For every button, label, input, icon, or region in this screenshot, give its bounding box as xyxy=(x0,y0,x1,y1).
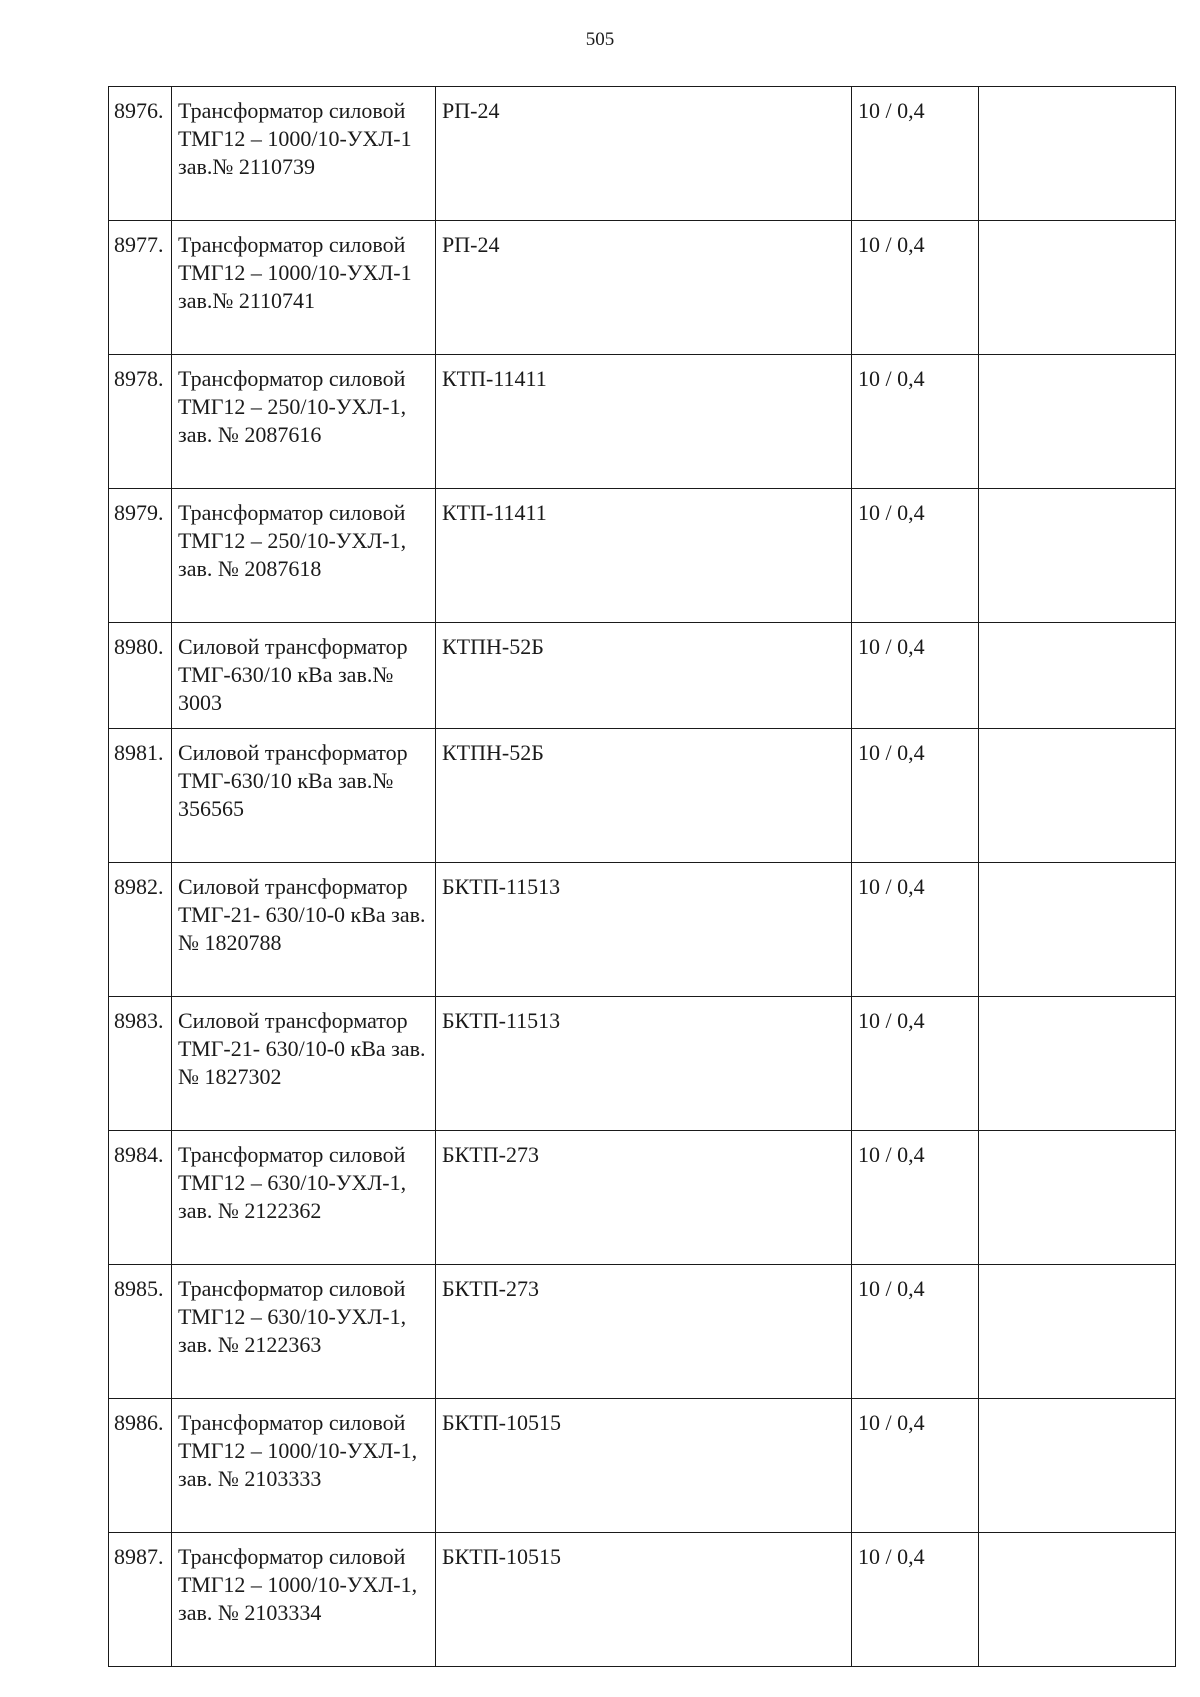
page-number: 505 xyxy=(585,29,615,50)
equipment-voltage: 10 / 0,4 xyxy=(852,729,979,863)
row-number: 8983. xyxy=(109,997,172,1131)
equipment-location: БКТП-273 xyxy=(436,1265,852,1399)
table-row xyxy=(109,1131,1176,1265)
equipment-location: РП-24 xyxy=(436,87,852,221)
equipment-voltage: 10 / 0,4 xyxy=(852,863,979,997)
equipment-name: Трансформатор силовой ТМГ12 – 1000/10-УХЛ-1 зав.№ 2110741 xyxy=(172,221,436,355)
equipment-extra xyxy=(979,87,1176,221)
equipment-extra xyxy=(979,1131,1176,1265)
equipment-voltage: 10 / 0,4 xyxy=(852,1399,979,1533)
equipment-voltage: 10 / 0,4 xyxy=(852,1265,979,1399)
row-number: 8976. xyxy=(109,87,172,221)
equipment-location: КТП-11411 xyxy=(436,489,852,623)
row-number: 8986. xyxy=(109,1399,172,1533)
equipment-name: Трансформатор силовой ТМГ12 – 250/10-УХЛ-1, зав. № 2087618 xyxy=(172,489,436,623)
equipment-extra xyxy=(979,863,1176,997)
equipment-location: РП-24 xyxy=(436,221,852,355)
row-number: 8985. xyxy=(109,1265,172,1399)
equipment-name: Силовой трансформатор ТМГ-21- 630/10-0 кВа зав.№ 1827302 xyxy=(172,997,436,1131)
equipment-table xyxy=(108,86,1176,1667)
equipment-voltage: 10 / 0,4 xyxy=(852,355,979,489)
table-row xyxy=(109,221,1176,355)
equipment-name: Силовой трансформатор ТМГ-21- 630/10-0 кВа зав.№ 1820788 xyxy=(172,863,436,997)
equipment-voltage: 10 / 0,4 xyxy=(852,1533,979,1667)
equipment-name: Трансформатор силовой ТМГ12 – 1000/10-УХЛ-1, зав. № 2103333 xyxy=(172,1399,436,1533)
equipment-extra xyxy=(979,355,1176,489)
table-row xyxy=(109,1265,1176,1399)
equipment-name: Силовой трансформатор ТМГ-630/10 кВа зав.№ 356565 xyxy=(172,729,436,863)
row-number: 8987. xyxy=(109,1533,172,1667)
equipment-name: Трансформатор силовой ТМГ12 – 250/10-УХЛ-1, зав. № 2087616 xyxy=(172,355,436,489)
table-row xyxy=(109,355,1176,489)
row-number: 8977. xyxy=(109,221,172,355)
equipment-name: Силовой трансформатор ТМГ-630/10 кВа зав.№ 3003 xyxy=(172,623,436,729)
equipment-extra xyxy=(979,221,1176,355)
equipment-voltage: 10 / 0,4 xyxy=(852,489,979,623)
row-number: 8981. xyxy=(109,729,172,863)
equipment-name: Трансформатор силовой ТМГ12 – 630/10-УХЛ-1, зав. № 2122363 xyxy=(172,1265,436,1399)
equipment-location: БКТП-10515 xyxy=(436,1399,852,1533)
equipment-voltage: 10 / 0,4 xyxy=(852,997,979,1131)
row-number: 8979. xyxy=(109,489,172,623)
equipment-extra xyxy=(979,729,1176,863)
equipment-voltage: 10 / 0,4 xyxy=(852,221,979,355)
equipment-voltage: 10 / 0,4 xyxy=(852,623,979,729)
table-row xyxy=(109,1399,1176,1533)
equipment-voltage: 10 / 0,4 xyxy=(852,87,979,221)
row-number: 8980. xyxy=(109,623,172,729)
table-row xyxy=(109,489,1176,623)
table-row xyxy=(109,863,1176,997)
row-number: 8978. xyxy=(109,355,172,489)
equipment-name: Трансформатор силовой ТМГ12 – 1000/10-УХЛ-1 зав.№ 2110739 xyxy=(172,87,436,221)
equipment-extra xyxy=(979,1399,1176,1533)
equipment-extra xyxy=(979,489,1176,623)
table-row xyxy=(109,87,1176,221)
table-row xyxy=(109,623,1176,729)
equipment-location: БКТП-273 xyxy=(436,1131,852,1265)
equipment-name: Трансформатор силовой ТМГ12 – 1000/10-УХЛ-1, зав. № 2103334 xyxy=(172,1533,436,1667)
equipment-extra xyxy=(979,1265,1176,1399)
equipment-location: КТП-11411 xyxy=(436,355,852,489)
equipment-voltage: 10 / 0,4 xyxy=(852,1131,979,1265)
equipment-extra xyxy=(979,1533,1176,1667)
equipment-location: БКТП-11513 xyxy=(436,863,852,997)
equipment-location: КТПН-52Б xyxy=(436,729,852,863)
table-row xyxy=(109,1533,1176,1667)
row-number: 8982. xyxy=(109,863,172,997)
equipment-location: БКТП-10515 xyxy=(436,1533,852,1667)
equipment-location: БКТП-11513 xyxy=(436,997,852,1131)
equipment-location: КТПН-52Б xyxy=(436,623,852,729)
table-row xyxy=(109,997,1176,1131)
row-number: 8984. xyxy=(109,1131,172,1265)
table-row xyxy=(109,729,1176,863)
equipment-name: Трансформатор силовой ТМГ12 – 630/10-УХЛ-1, зав. № 2122362 xyxy=(172,1131,436,1265)
equipment-extra xyxy=(979,623,1176,729)
equipment-extra xyxy=(979,997,1176,1131)
